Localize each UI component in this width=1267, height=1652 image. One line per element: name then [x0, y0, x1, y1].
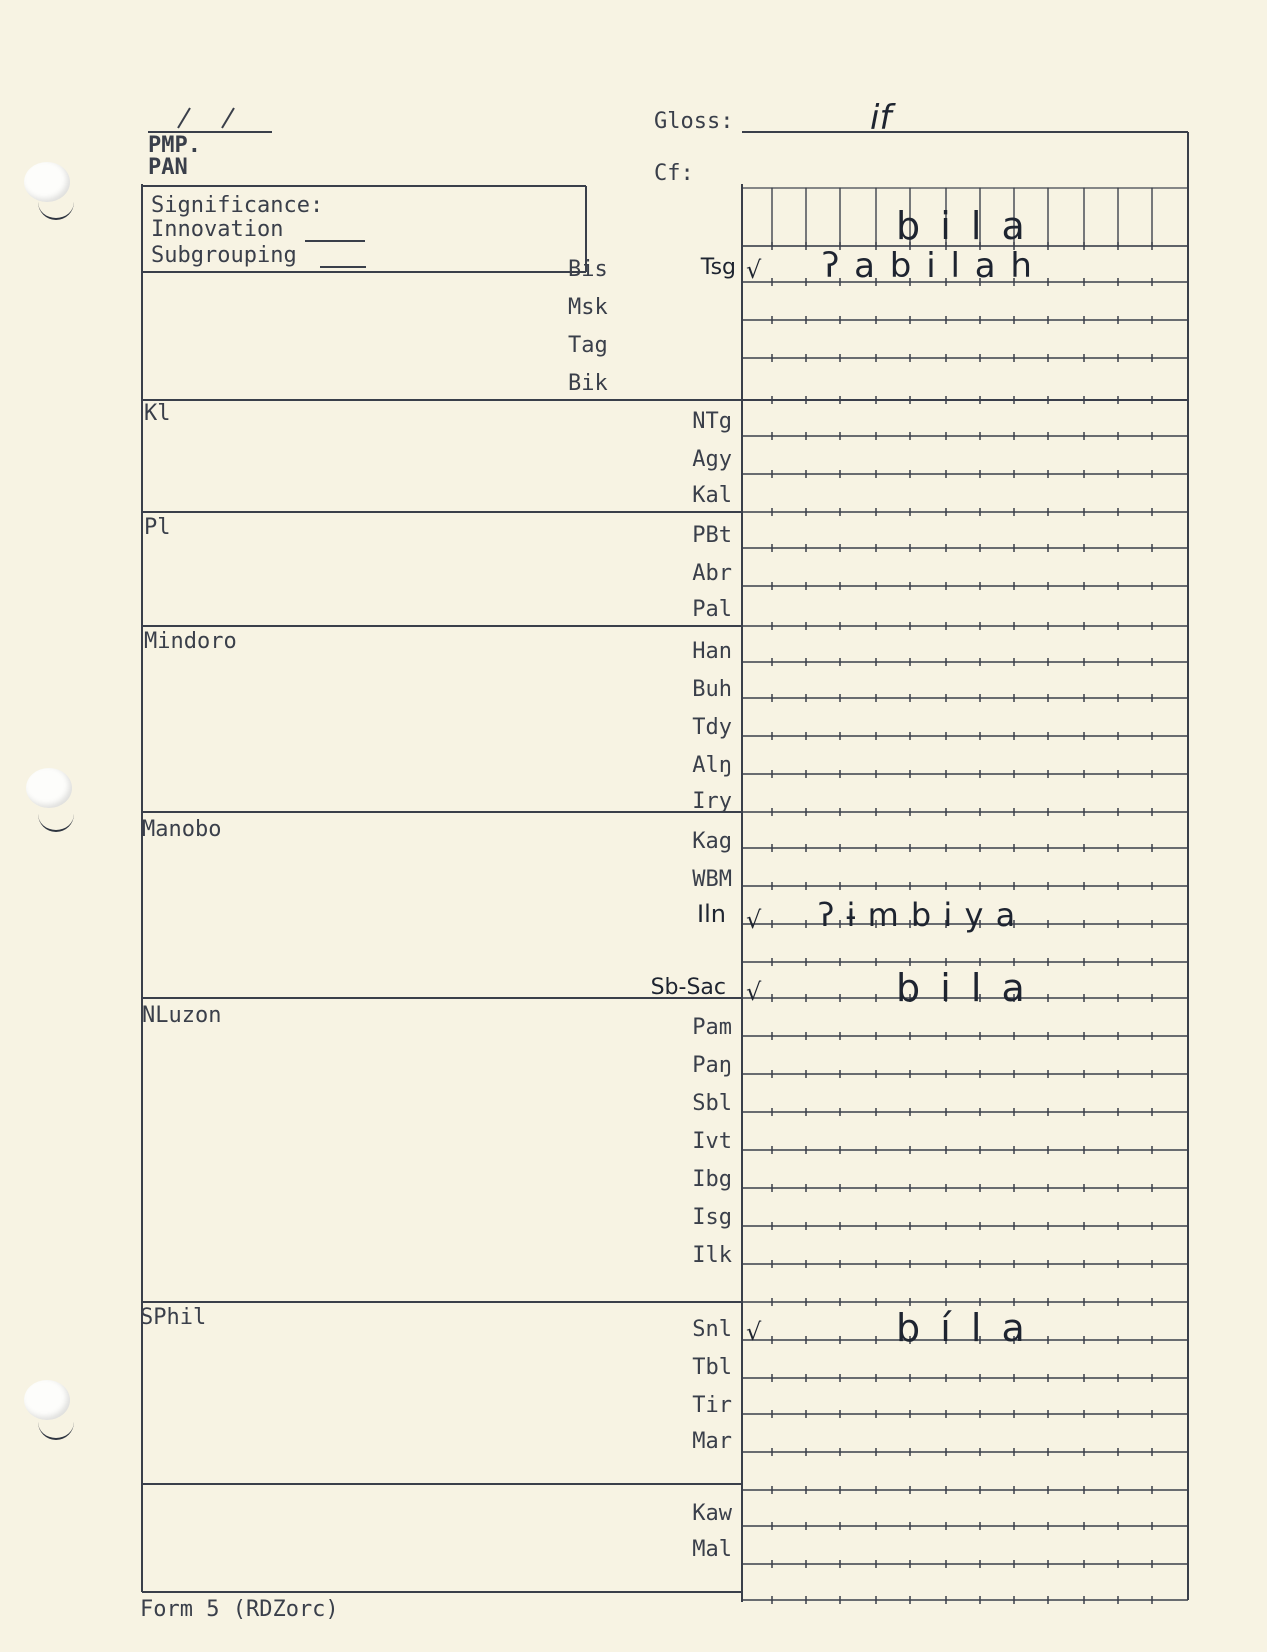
gloss-label: Gloss: — [654, 109, 734, 134]
section-nluzon: NLuzon — [142, 1003, 222, 1028]
lang-kaw: Kaw — [692, 1501, 732, 1526]
form-footer: Form 5 (RDZorc) — [140, 1597, 339, 1622]
section-kl: Kl — [144, 401, 171, 426]
lang-kag: Kag — [692, 829, 732, 854]
tsg-form: ʔ a b i l a h — [822, 246, 1034, 286]
lang-tir: Tir — [692, 1393, 732, 1418]
lang-iln: Iln — [697, 900, 726, 928]
snl-form: b í l a — [896, 1306, 1029, 1350]
reconstruction-box — [772, 188, 806, 246]
iln-check: √ — [746, 906, 762, 934]
lang-pal: Pal — [692, 597, 732, 622]
lang-ntg: NTg — [692, 409, 732, 434]
lang-ibg: Ibg — [692, 1167, 732, 1192]
lang-msk: Msk — [568, 295, 608, 320]
lang-agy: Agy — [692, 447, 732, 472]
iln-form: ʔ ɨ m b i y a — [818, 896, 1017, 934]
snl-check: √ — [746, 1318, 762, 1346]
lang-iry: Iry — [692, 789, 732, 814]
innovation-label: Innovation — [151, 217, 284, 242]
pmp-label: PMP. — [148, 133, 201, 158]
lang-pan: Paŋ — [692, 1053, 732, 1078]
cf-label: Cf: — [654, 161, 694, 186]
section-mindoro: Mindoro — [144, 629, 237, 654]
lang-sbsac: Sb-Sac — [650, 975, 726, 1000]
lang-tdy: Tdy — [692, 715, 732, 740]
lang-snl: Snl — [692, 1317, 732, 1342]
subgrouping-blank — [320, 246, 366, 268]
lang-pbt: PBt — [692, 523, 732, 548]
reconstruction-box — [840, 188, 876, 246]
reconstruction-box — [806, 188, 840, 246]
subgrouping-label: Subgrouping — [151, 243, 297, 268]
gloss-value: if — [870, 98, 892, 138]
pan-label: PAN — [148, 155, 188, 180]
lang-tag: Tag — [568, 333, 608, 358]
reconstruction-box — [742, 188, 772, 246]
sbsac-check: √ — [746, 978, 762, 1006]
lang-buh: Buh — [692, 677, 732, 702]
lang-han: Han — [692, 639, 732, 664]
reconstruction-box — [1048, 188, 1084, 246]
lang-mal: Mal — [692, 1537, 732, 1562]
section-sphil: SPhil — [140, 1305, 207, 1330]
lang-ilk: Ilk — [692, 1243, 732, 1268]
section-manobo: Manobo — [142, 817, 222, 842]
reconstruction-box — [1118, 188, 1152, 246]
lang-aln: Alŋ — [692, 753, 732, 778]
section-pl: Pl — [144, 515, 171, 540]
lang-bis: Bis — [568, 257, 608, 282]
reconstruction-box — [1084, 188, 1118, 246]
lang-tsg: Tsg — [700, 255, 736, 280]
significance-title: Significance: — [151, 193, 324, 218]
lang-isg: Isg — [692, 1205, 732, 1230]
reconstruction-form: b i l a — [896, 204, 1029, 248]
reconstruction-box — [1152, 188, 1188, 246]
sbsac-form: b i l a — [896, 966, 1029, 1010]
lang-abr: Abr — [692, 561, 732, 586]
lang-ivt: Ivt — [692, 1129, 732, 1154]
lang-mar: Mar — [692, 1429, 732, 1454]
lang-bik: Bik — [568, 371, 608, 396]
innovation-blank — [305, 220, 365, 242]
lang-kal: Kal — [692, 483, 732, 508]
lang-wbm: WBM — [692, 867, 732, 892]
tsg-check: √ — [746, 256, 762, 284]
lang-sbl: Sbl — [692, 1091, 732, 1116]
lang-tbl: Tbl — [692, 1355, 732, 1380]
lang-pam: Pam — [692, 1015, 732, 1040]
